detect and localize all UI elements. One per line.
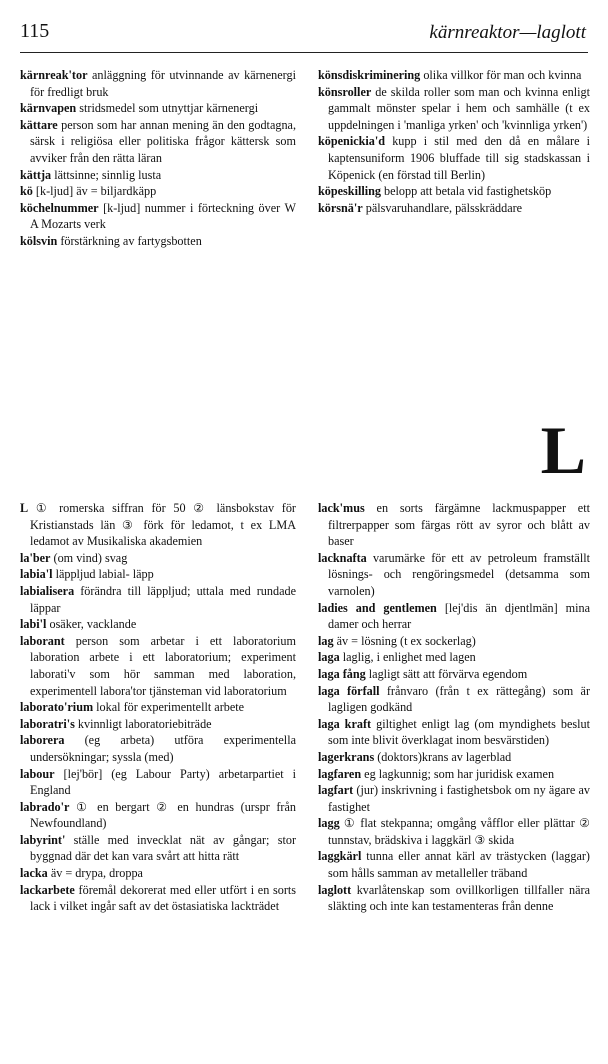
entry-definition: (jur) inskrivning i fastighetsbok om ny ägare av fastighet [328, 783, 590, 814]
entry-definition: belopp att betala vid fastighetsköp [384, 184, 552, 199]
entry-headword: laborant [20, 633, 65, 648]
entry-definition: stridsmedel som utnyttjar kärnenergi [79, 101, 259, 116]
page-number: 115 [20, 20, 50, 42]
dictionary-entry [20, 882, 296, 915]
entry-definition: person som arbetar i ett laboratorium laboration arbete i ett laboratorium; experiment laborati'v som hör samman med laboration, experimentell labora'tor tjänsteman vid laboratorium [30, 633, 297, 698]
entry-headword: labia'l [20, 567, 53, 582]
entry-definition: varumärke för ett av petroleum framställt lösnings- och rengöringsmedel (detsamma som varnolen) [328, 550, 590, 598]
entry-headword: laga fång [318, 666, 366, 681]
entry-headword: laga förfall [318, 683, 380, 698]
dictionary-entry [318, 500, 590, 550]
entry-headword: ladies and gentlemen [318, 600, 437, 615]
entry-headword: lagfart [318, 783, 354, 798]
dictionary-entry [20, 500, 296, 550]
entry-definition: (om vind) svag [53, 550, 128, 565]
entry-definition: lokal för experimentellt arbete [96, 700, 245, 715]
entry-headword: köpenickia'd [318, 134, 386, 149]
entry-definition: ① en bergart ② en hundras (urspr från Newfoundland) [30, 799, 296, 831]
dictionary-entry [318, 666, 590, 683]
entry-definition: lättsinne; sinnlig lusta [54, 167, 162, 182]
dictionary-entry [20, 633, 296, 699]
entry-headword: laborato'rium [20, 700, 94, 715]
entry-headword: lagfaren [318, 766, 362, 781]
entry-definition: pälsvaruhandlare, pälsskräddare [365, 200, 523, 215]
dictionary-entry [318, 183, 590, 200]
entry-headword: könsroller [318, 84, 372, 99]
entry-headword: laggkärl [318, 849, 362, 864]
dictionary-entry [20, 865, 296, 882]
column-bottom-right [318, 500, 590, 915]
entry-definition: förstärkning av fartygsbotten [60, 233, 202, 248]
entry-headword: lackarbete [20, 882, 75, 897]
dictionary-entry [318, 600, 590, 633]
dictionary-entry [318, 133, 590, 183]
entry-headword: kärnvapen [20, 101, 77, 116]
dictionary-entry [318, 782, 590, 815]
entry-definition: [k-ljud] nummer i förteckning över W A Mozarts verk [30, 200, 296, 232]
column-bottom-left [20, 500, 296, 915]
entry-headword: labialisera [20, 583, 75, 598]
dictionary-entry [20, 117, 296, 167]
entry-headword: kärnreak'tor [20, 68, 88, 82]
entry-definition: lagligt sätt att förvärva egendom [368, 666, 528, 681]
entry-definition: ① flat stekpanna; omgång våfflor eller plättar ② tunnstav, brädskiva i laggkärl ③ skida [328, 816, 590, 847]
dictionary-entry [318, 200, 590, 217]
entry-headword: lag [318, 633, 334, 648]
entry-definition: förändra till läppljud; uttala med rundade läppar [30, 583, 296, 615]
entry-definition: de skilda roller som man och kvinna enligt gammalt mönster spelar i hem och samhälle (t ex uppdelningen i 'manliga yrken' och 'kvinnliga yrken') [328, 84, 590, 132]
column-top-left [20, 67, 296, 250]
entry-headword: labour [20, 766, 55, 781]
dictionary-entry [20, 233, 296, 250]
entry-headword: laglott [318, 882, 352, 897]
entry-definition: föremål dekorerat med eller utfört i en sorts lack i vilket ingår saft av det östasiatiska lackträdet [30, 882, 297, 914]
dictionary-entry [318, 649, 590, 666]
entry-definition: olika villkor för man och kvinna [423, 68, 582, 82]
entry-headword: köchelnummer [20, 200, 99, 215]
entry-definition: person som har annan mening än den godtagna, särsk i religiösa eller politiska frågor kättersk som avviker från den rätta läran [30, 117, 296, 165]
entry-headword: lagg [318, 816, 340, 831]
entry-definition: äv = lösning (t ex sockerlag) [336, 633, 476, 648]
entry-definition: kvarlåtenskap som ovillkorligen tillfaller nära släkting och inte kan testamenteras från denne [328, 882, 590, 914]
dictionary-entry [20, 183, 296, 200]
entry-headword: L [20, 501, 29, 515]
entry-definition: (doktors)krans av lagerblad [377, 749, 512, 764]
header-rule [20, 52, 588, 53]
entry-headword: la'ber [20, 550, 51, 565]
entry-definition: osäker, vacklande [49, 617, 137, 632]
entry-headword: laga [318, 650, 340, 665]
entry-headword: laga kraft [318, 716, 372, 731]
dictionary-entry [318, 683, 590, 716]
dictionary-entry [20, 732, 296, 765]
entry-headword: kölsvin [20, 233, 58, 248]
entry-headword: köpeskilling [318, 184, 381, 199]
dictionary-entry [20, 832, 296, 865]
entry-definition: äv = drypa, droppa [50, 866, 143, 881]
entry-definition: [lej'bör] (eg Labour Party) arbetarpartiet i England [30, 766, 297, 798]
entry-definition: läppljud labial- läpp [55, 567, 154, 582]
entry-definition: kupp i stil med den då en målare i kaptensuniform 1906 bluffade till sig stadskassan i Köpenick (en förstad till Berlin) [328, 134, 591, 182]
entry-definition: anläggning för utvinnande av kärnenergi för fredligt bruk [30, 68, 296, 99]
entry-headword: labrado'r [20, 799, 70, 814]
entry-headword: laborera [20, 733, 65, 748]
entry-headword: lacknafta [318, 550, 367, 565]
entry-definition: frånvaro (från t ex rättegång) som är lagligen godkänd [328, 683, 591, 715]
dictionary-entry [318, 84, 590, 134]
entry-headword: kö [20, 184, 33, 199]
entry-headword: kättja [20, 167, 52, 182]
running-head: kärnreaktor—laglott [429, 22, 586, 43]
entry-headword: körsnä'r [318, 200, 363, 215]
entry-headword: lack'mus [318, 501, 365, 515]
dictionary-entry [20, 566, 296, 583]
entry-headword: labyrint' [20, 832, 66, 847]
entry-headword: laboratri's [20, 716, 75, 731]
entry-definition: ställe med invecklat nät av gångar; stor byggnad där det kan vara svårt att hitta rätt [30, 832, 297, 864]
entry-headword: lagerkrans [318, 749, 375, 764]
dictionary-entry [20, 200, 296, 233]
dictionary-entry [20, 766, 296, 799]
dictionary-entry [318, 716, 590, 749]
dictionary-entry [20, 67, 296, 100]
column-top-right [318, 67, 590, 216]
dictionary-entry [318, 882, 590, 915]
section-letter: L [540, 412, 586, 488]
dictionary-entry [318, 848, 590, 881]
dictionary-entry [20, 167, 296, 184]
dictionary-entry [318, 633, 590, 650]
entry-definition: [k-ljud] äv = biljardkäpp [35, 184, 157, 199]
entry-headword: lacka [20, 866, 48, 881]
dictionary-entry [318, 67, 590, 84]
dictionary-entry [318, 766, 590, 783]
dictionary-entry [318, 550, 590, 600]
entry-definition: [lej'dis än djentlmän] mina damer och herrar [328, 600, 591, 632]
dictionary-entry [20, 100, 296, 117]
entry-headword: könsdiskriminering [318, 68, 421, 82]
entry-definition: giltighet enligt lag (om myndighets beslut som inte blivit överklagat inom besvärstiden) [328, 716, 590, 748]
dictionary-entry [20, 716, 296, 733]
entry-definition: tunna eller annat kärl av trästycken (laggar) som hålls samman av metalleller träband [328, 849, 590, 881]
entry-definition: ① romerska siffran för 50 ② länsbokstav för Kristianstads län ③ förk för ledamot, t ex LMA ledamot av Musikaliska akademien [30, 501, 296, 549]
dictionary-entry [318, 815, 590, 848]
entry-headword: labi'l [20, 617, 47, 632]
dictionary-entry [20, 616, 296, 633]
entry-definition: en sorts färgämne lackmuspapper ett filtrerpapper som färgas rött av syror och blått av baser [328, 501, 590, 549]
dictionary-entry [20, 799, 296, 832]
entry-definition: (eg arbeta) utföra experimentella undersökningar; syssla (med) [30, 733, 296, 764]
dictionary-entry [20, 550, 296, 567]
dictionary-entry [318, 749, 590, 766]
dictionary-entry [20, 583, 296, 616]
entry-headword: kättare [20, 117, 58, 132]
dictionary-entry [20, 699, 296, 716]
entry-definition: eg lagkunnig; som har juridisk examen [364, 766, 555, 781]
entry-definition: kvinnligt laboratoriebiträde [77, 716, 212, 731]
entry-definition: laglig, i enlighet med lagen [342, 650, 476, 665]
